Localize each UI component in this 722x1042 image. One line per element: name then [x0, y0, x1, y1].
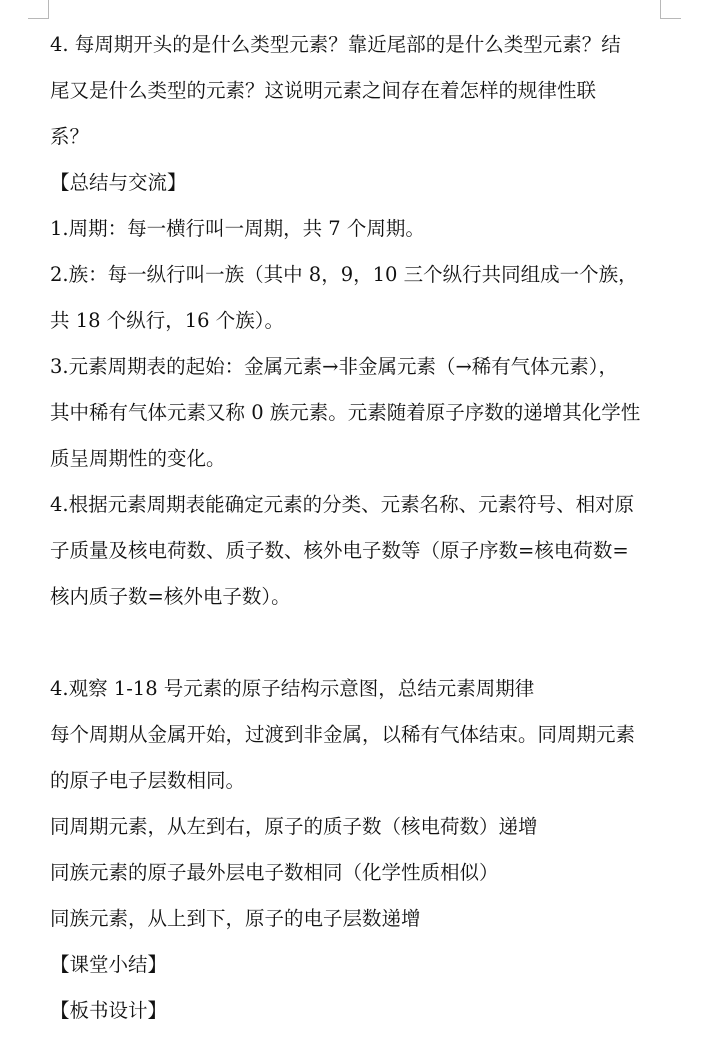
document-body	[50, 22, 670, 1034]
page-corner-mark-right	[660, 0, 681, 19]
page-corner-mark-left	[28, 0, 49, 19]
section-heading-summary: 【总结与交流】	[50, 171, 187, 194]
section-heading-class-summary: 【课堂小结】	[50, 953, 168, 976]
observation-line-1: 每个周期从金属开始，过渡到非金属，以稀有气体结束。同周期元素	[50, 723, 636, 746]
observation-line-3: 同周期元素，从左到右，原子的质子数（核电荷数）递增	[50, 815, 538, 838]
observation-line-2: 的原子电子层数相同。	[50, 769, 246, 792]
summary-item-2-line-1: 2.族：每一纵行叫一族（其中 8，9，10 三个纵行共同组成一个族，	[50, 263, 638, 286]
question-4-line-3: 系？	[50, 125, 90, 148]
section-heading-board-design: 【板书设计】	[50, 999, 168, 1022]
summary-item-2-line-2: 共 18 个纵行，16 个族）。	[50, 309, 284, 332]
summary-item-1: 1.周期：每一横行叫一周期，共 7 个周期。	[50, 217, 425, 240]
question-4-line-1: 4. 每周期开头的是什么类型元素？靠近尾部的是什么类型元素？结	[50, 33, 621, 56]
blank-line	[50, 620, 670, 666]
question-4-line-2: 尾又是什么类型的元素？这说明元素之间存在着怎样的规律性联	[50, 79, 597, 102]
summary-item-4-line-3: 核内质子数=核外电子数）。	[50, 585, 291, 608]
summary-item-4-line-2: 子质量及核电荷数、质子数、核外电子数等（原子序数=核电荷数=	[50, 539, 629, 562]
summary-item-4-line-1: 4.根据元素周期表能确定元素的分类、元素名称、元素符号、相对原	[50, 493, 635, 516]
summary-item-3-line-1: 3.元素周期表的起始：金属元素→非金属元素（→稀有气体元素），	[50, 355, 619, 378]
summary-item-3-line-3: 质呈周期性的变化。	[50, 447, 226, 470]
observation-line-4: 同族元素的原子最外层电子数相同（化学性质相似）	[50, 861, 499, 884]
summary-item-3-line-2: 其中稀有气体元素又称 0 族元素。元素随着原子序数的递增其化学性	[50, 401, 641, 424]
observation-heading: 4.观察 1-18 号元素的原子结构示意图，总结元素周期律	[50, 677, 535, 700]
observation-line-5: 同族元素，从上到下，原子的电子层数递增	[50, 907, 421, 930]
